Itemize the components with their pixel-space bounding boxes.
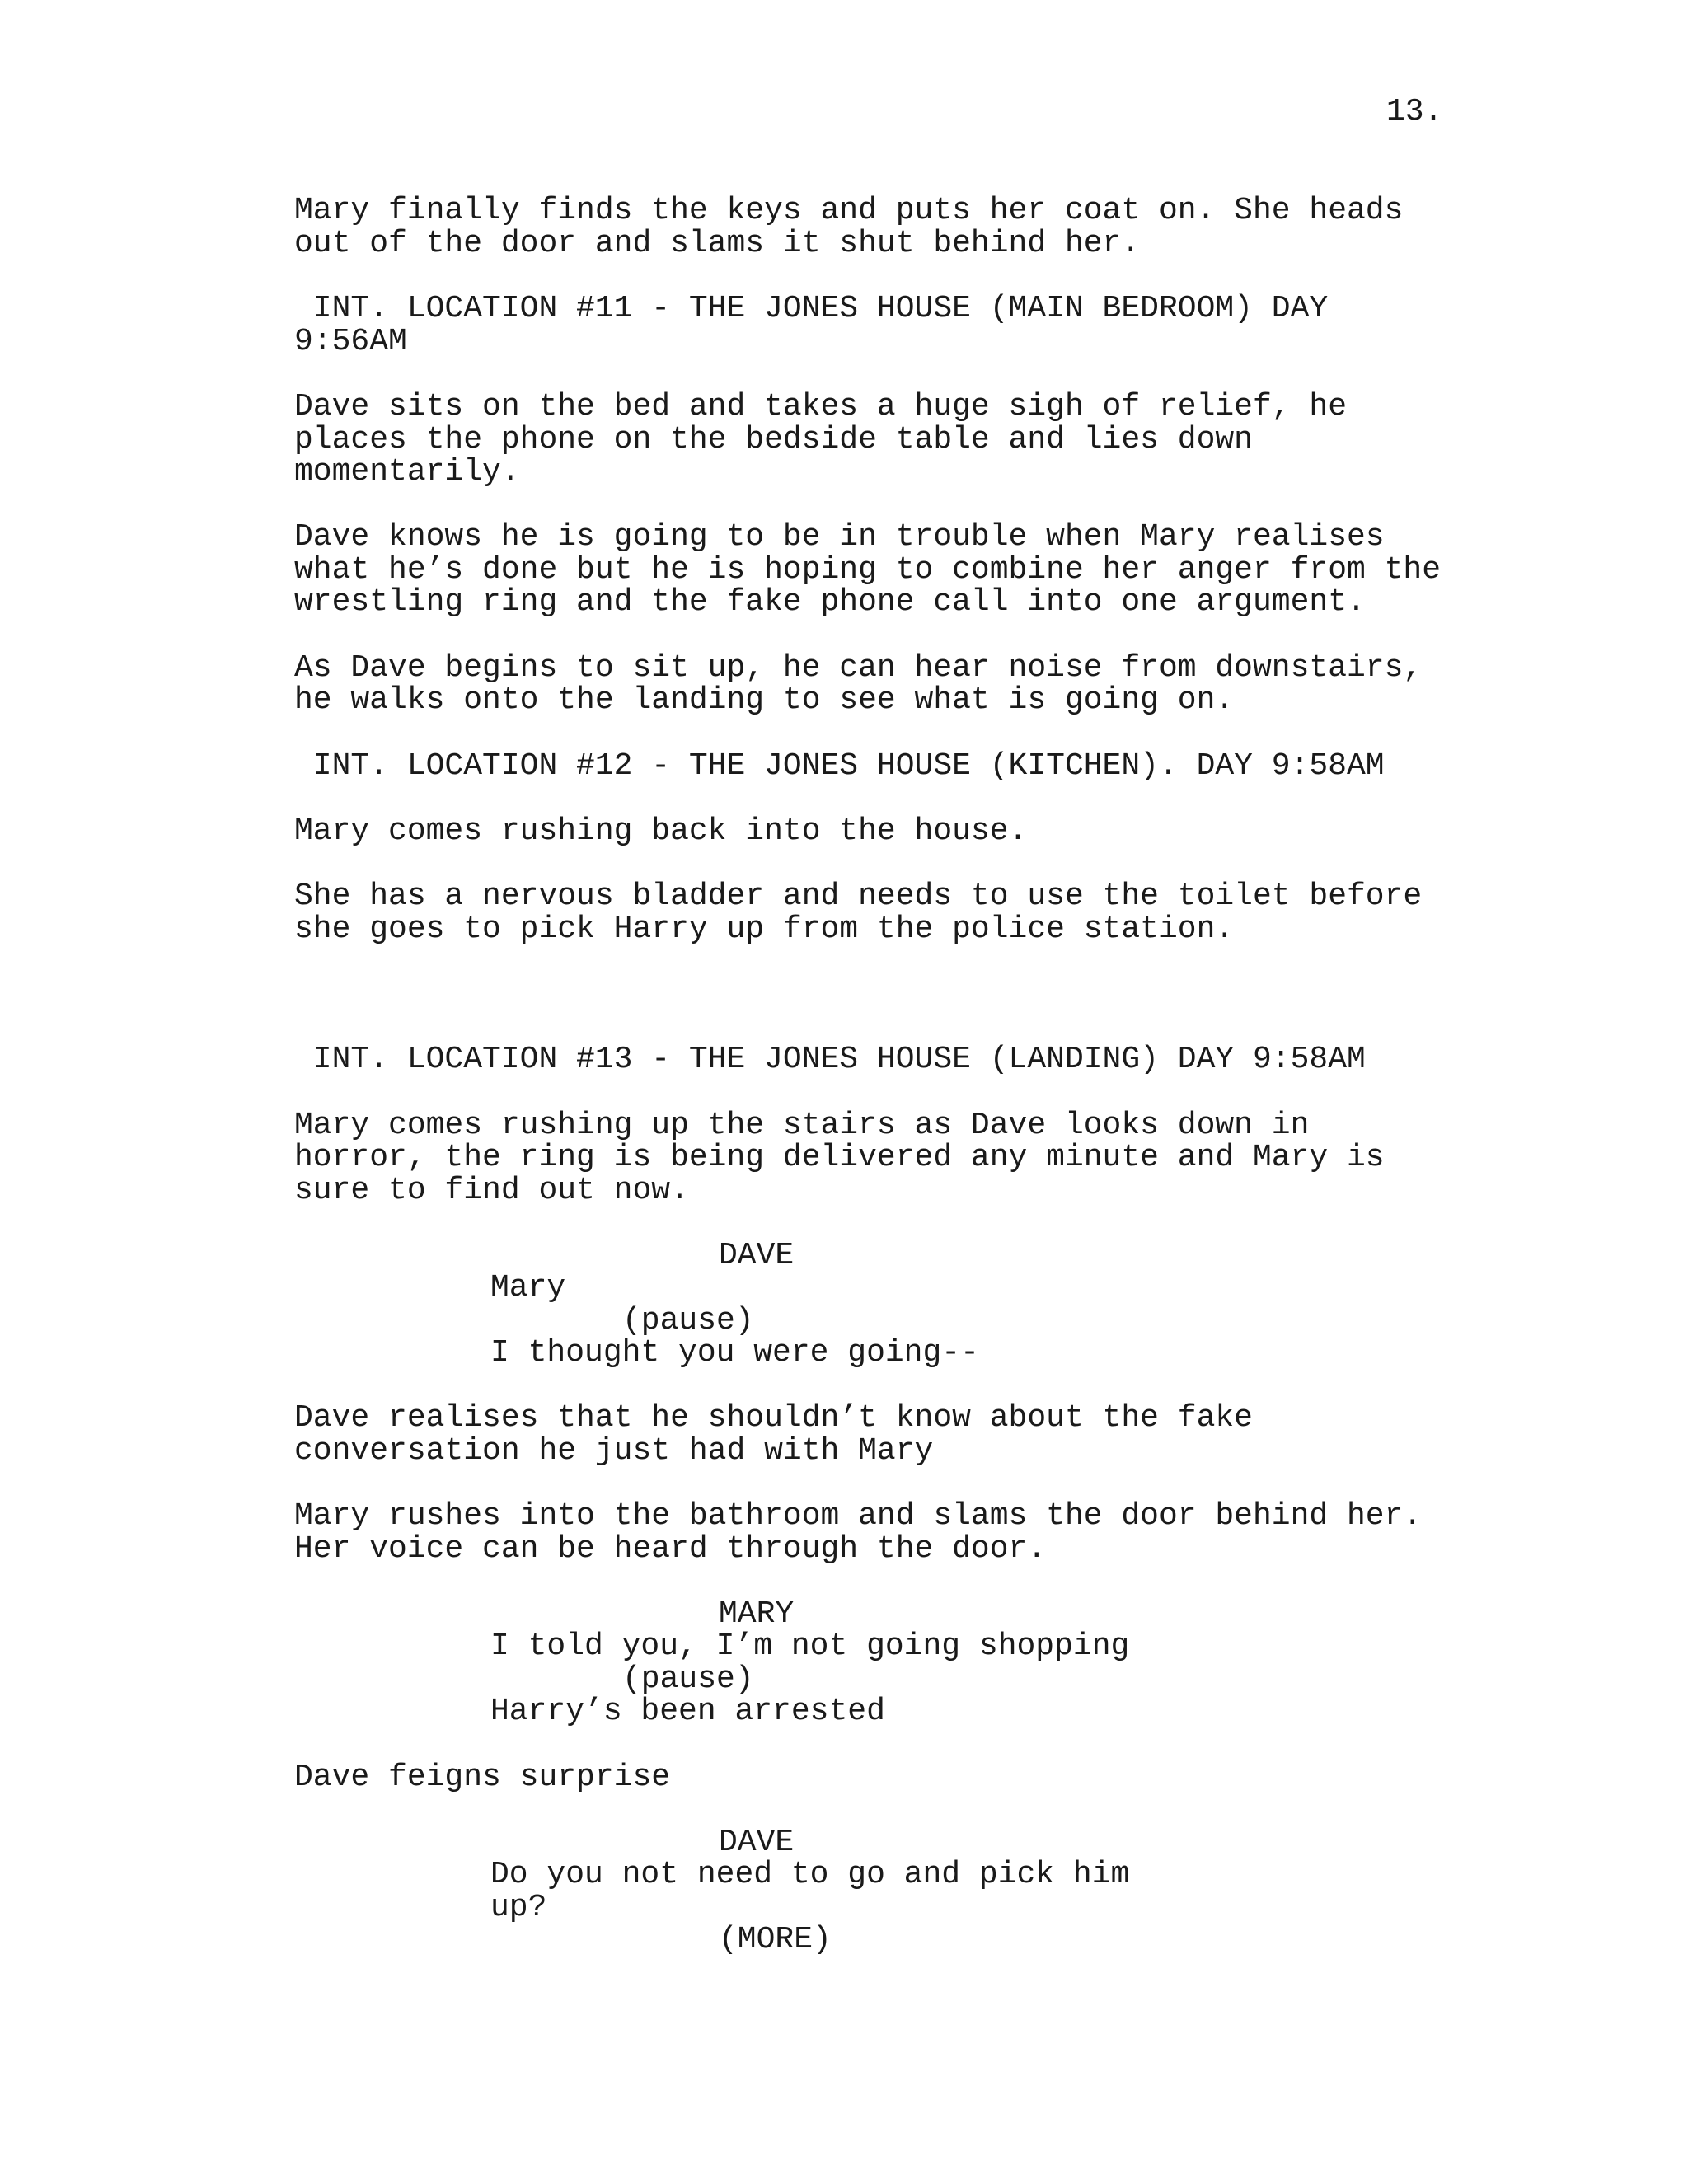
action-line: out of the door and slams it shut behind her.	[294, 226, 1141, 261]
dialogue-line: Mary	[490, 1270, 566, 1305]
action-line: Mary comes rushing up the stairs as Dave looks down in	[294, 1108, 1310, 1143]
action-line: Mary finally finds the keys and puts her coat on. She heads	[294, 193, 1404, 228]
action-line: Dave knows he is going to be in trouble when Mary realises	[294, 519, 1385, 555]
scene-heading: INT. LOCATION #11 - THE JONES HOUSE (MAIN BEDROOM) DAY	[294, 291, 1329, 326]
action-line: Dave sits on the bed and takes a huge sigh of relief, he	[294, 389, 1348, 424]
parenthetical: (pause)	[622, 1303, 754, 1338]
dialogue-line: Harry’s been arrested	[490, 1694, 885, 1729]
dialogue-line: I told you, I’m not going shopping	[490, 1629, 1130, 1664]
action-line: horror, the ring is being delivered any minute and Mary is	[294, 1140, 1385, 1175]
dialogue-line: up?	[490, 1890, 547, 1925]
action-line: sure to find out now.	[294, 1173, 689, 1208]
action-line: he walks onto the landing to see what is going on.	[294, 682, 1235, 718]
action-line: what he’s done but he is hoping to combine her anger from the	[294, 552, 1442, 588]
action-line: Her voice can be heard through the door.	[294, 1531, 1047, 1567]
action-line: Mary comes rushing back into the house.	[294, 813, 1028, 849]
action-line: Dave feigns surprise	[294, 1760, 671, 1795]
parenthetical: (pause)	[622, 1661, 754, 1697]
action-line: conversation he just had with Mary	[294, 1433, 934, 1469]
scene-heading: INT. LOCATION #12 - THE JONES HOUSE (KITCHEN). DAY 9:58AM	[294, 748, 1385, 784]
action-line: she goes to pick Harry up from the police station.	[294, 912, 1235, 947]
action-line: Dave realises that he shouldn’t know about the fake	[294, 1400, 1253, 1436]
dialogue-line: I thought you were going--	[490, 1335, 979, 1371]
action-line: As Dave begins to sit up, he can hear noise from downstairs,	[294, 650, 1423, 686]
dialogue-line: Do you not need to go and pick him	[490, 1857, 1130, 1892]
action-line: momentarily.	[294, 454, 520, 490]
scene-heading: 9:56AM	[294, 324, 407, 359]
character-name: MARY	[719, 1596, 795, 1632]
action-line: Mary rushes into the bathroom and slams the door behind her.	[294, 1498, 1423, 1534]
character-name: DAVE	[719, 1825, 795, 1860]
action-line: places the phone on the bedside table and lies down	[294, 422, 1253, 457]
action-line: She has a nervous bladder and needs to use the toilet before	[294, 879, 1423, 914]
scene-heading: INT. LOCATION #13 - THE JONES HOUSE (LANDING) DAY 9:58AM	[294, 1042, 1366, 1077]
action-line: wrestling ring and the fake phone call into one argument.	[294, 584, 1366, 620]
character-name: DAVE	[719, 1238, 795, 1273]
more-marker: (MORE)	[719, 1922, 832, 1957]
page-number: 13.	[1386, 94, 1443, 129]
